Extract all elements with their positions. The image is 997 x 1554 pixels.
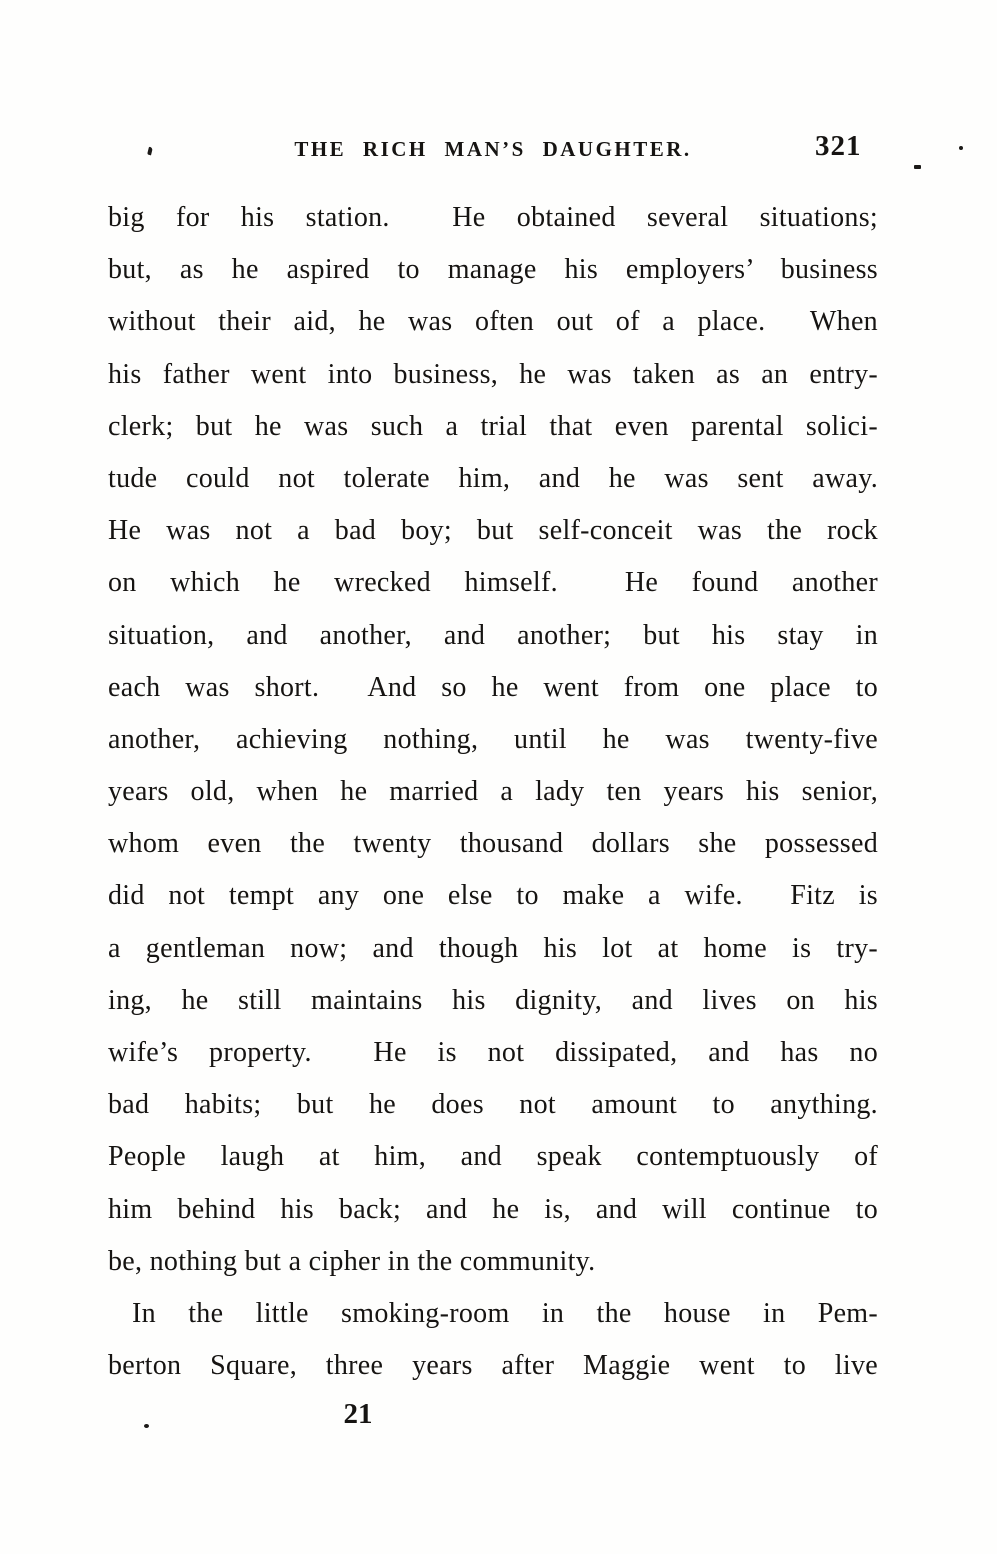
text-line: years old, when he married a lady ten years his senior, bbox=[108, 776, 878, 808]
scan-speck bbox=[959, 146, 963, 150]
text-line: ing, he still maintains his dignity, and lives on his bbox=[108, 984, 878, 1016]
text-line: big for his station. He obtained several situations; bbox=[108, 202, 878, 233]
text-line: without their aid, he was often out of a place. When bbox=[108, 306, 878, 338]
scan-speck bbox=[914, 165, 921, 169]
text-line: whom even the twenty thousand dollars she possessed bbox=[108, 828, 878, 860]
text-line: be, nothing but a cipher in the community. bbox=[108, 1245, 596, 1277]
text-line: tude could not tolerate him, and he was sent away. bbox=[108, 462, 878, 494]
text-line: but, as he aspired to manage his employers’ business bbox=[108, 254, 878, 286]
text-line: him behind his back; and he is, and will continue to bbox=[108, 1193, 878, 1225]
page-number: 321 bbox=[815, 130, 862, 162]
text-line: bad habits; but he does not amount to anything. bbox=[108, 1089, 878, 1121]
text-line: situation, and another, and another; but his stay in bbox=[108, 619, 878, 651]
text-line: People laugh at him, and speak contemptuously of bbox=[108, 1141, 878, 1173]
text-line: wife’s property. He is not dissipated, and has no bbox=[108, 1037, 878, 1068]
text-line: another, achieving nothing, until he was twenty-five bbox=[108, 723, 878, 755]
text-line: on which he wrecked himself. He found another bbox=[108, 567, 878, 599]
text-line: his father went into business, he was taken as an entry- bbox=[108, 358, 878, 390]
scan-speck bbox=[144, 1424, 149, 1428]
text-line: a gentleman now; and though his lot at home is try- bbox=[108, 932, 878, 964]
text-line: He was not a bad boy; but self-conceit was the rock bbox=[108, 515, 878, 547]
text-line: In the little smoking-room in the house in Pem- bbox=[132, 1297, 878, 1329]
running-title: THE RICH MAN’S DAUGHTER. bbox=[294, 137, 692, 161]
page-header bbox=[108, 130, 878, 170]
text-line: berton Square, three years after Maggie went to live bbox=[108, 1350, 878, 1382]
body-text bbox=[108, 192, 878, 1392]
text-line: clerk; but he was such a trial that even parental solici- bbox=[108, 410, 878, 442]
signature-mark: 21 bbox=[343, 1398, 373, 1430]
text-line: each was short. And so he went from one place to bbox=[108, 671, 878, 703]
text-line: did not tempt any one else to make a wife. Fitz is bbox=[108, 880, 878, 912]
